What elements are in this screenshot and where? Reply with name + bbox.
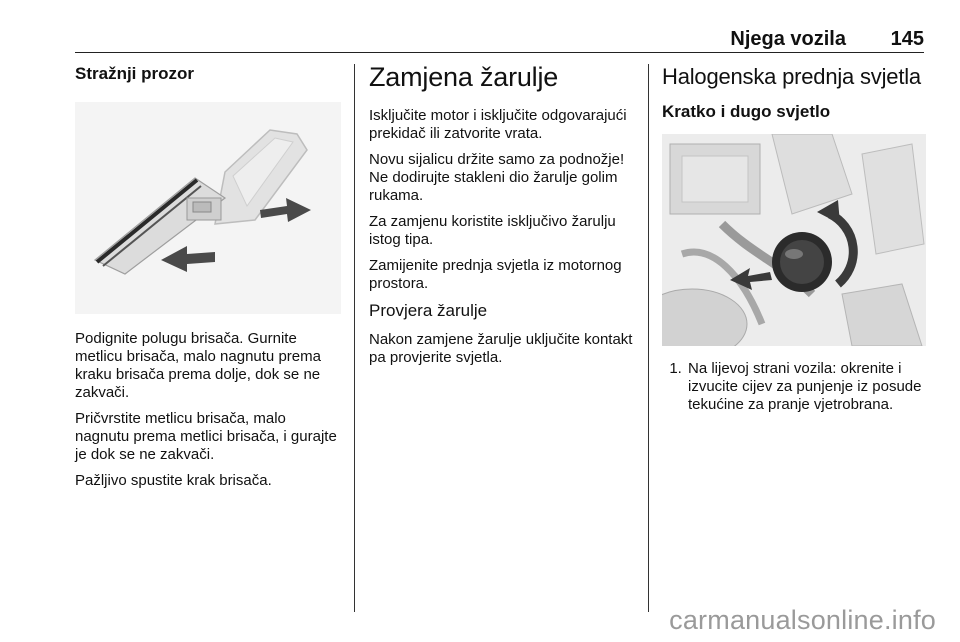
page-header (75, 26, 924, 53)
column-divider (648, 64, 649, 612)
subheading-low-high-beam: Kratko i dugo svjetlo (662, 102, 831, 121)
heading-rear-window: Stražnji prozor (75, 64, 195, 83)
page-number: 145 (890, 28, 924, 50)
column-bulb-replacement (369, 64, 635, 375)
paragraph: Novu sijalicu držite samo za podnožje! Ne dodirujte stakleni dio žarulje golim rukama. (369, 151, 625, 204)
paragraph: Isključite motor i isključite odgovarajući prekidač ili zatvorite vrata. (369, 107, 627, 142)
column-halogen-headlights (662, 64, 926, 414)
wiper-blade-illustration (75, 102, 341, 314)
paragraph: Pričvrstite metlicu brisača, malo nagnutu prema metlici brisača, i gurajte je dok se ne zakvači. (75, 410, 337, 463)
engine-bay-illustration (662, 134, 926, 346)
paragraph: Zamijenite prednja svjetla iz motornog prostora. (369, 257, 622, 292)
heading-halogen-headlights: Halogenska prednja svjetla (662, 64, 921, 89)
watermark: carmanualsonline.info (669, 605, 936, 635)
paragraph: Pažljivo spustite krak brisača. (75, 472, 272, 489)
subheading-bulb-check: Provjera žarulje (369, 301, 488, 320)
column-rear-window (75, 64, 343, 498)
paragraph: Podignite polugu brisača. Gurnite metlicu brisača, malo nagnutu prema kraku brisača prema dolje, dok se ne zakvači. (75, 330, 321, 401)
heading-bulb-replacement: Zamjena žarulje (369, 62, 559, 92)
column-divider (354, 64, 355, 612)
steps-list (662, 360, 926, 414)
section-title: Njega vozila (730, 28, 846, 50)
paragraph: Za zamjenu koristite isključivo žarulju istog tipa. (369, 213, 616, 248)
list-item: 1. Na lijevoj strani vozila: okrenite i izvucite cijev za punjenje iz posude tekućine za pranje vjetrobrana. (686, 360, 926, 414)
paragraph: Nakon zamjene žarulje uključite kontakt pa provjerite svjetla. (369, 331, 633, 366)
